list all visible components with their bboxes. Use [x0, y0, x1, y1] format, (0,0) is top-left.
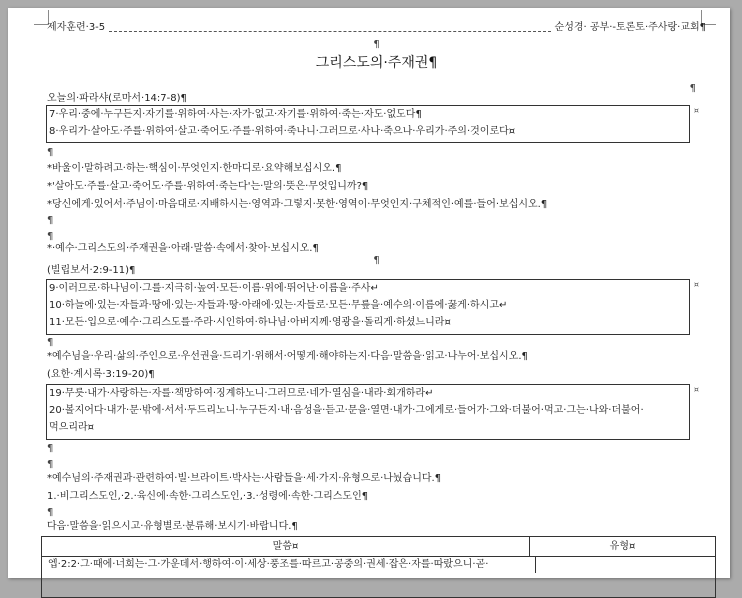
- document-page: [8, 8, 730, 578]
- document-title: 그리스도의·주재권¶: [315, 55, 438, 71]
- instruction-line: *·예수·그리스도의·주재권을·아래·말씀·속에서·찾아·보십시오.¶: [47, 243, 319, 254]
- section1-heading: 오늘의·파라샤(로마서·14:7-8)¶: [47, 93, 187, 104]
- pilcrow-mark: ¶: [47, 231, 54, 242]
- section3-heading: (요한·계시록·3:19-20)¶: [47, 369, 155, 380]
- verse-line: 20·볼지어다·내가·문·밖에·서서·두드리노니·누구든지·내·음성을·듣고·문을·열면·내가·그에게로·들어가·그와·더불어·먹고·그는·나와·더불어·: [49, 405, 644, 416]
- classification-table: [41, 536, 716, 598]
- pilcrow-mark: ¶: [373, 255, 380, 266]
- question-line: *당신에게·있어서·주님이·마음대로·지배하시는·영역과·그렇지·못한·영역이·무엇인지·구체적인·예를·들어·보십시오.¶: [47, 199, 548, 210]
- cell-end-mark: ¤: [693, 106, 699, 115]
- page-header: [47, 21, 706, 35]
- verse-box-romans: [46, 105, 699, 143]
- pilcrow-mark: ¶: [47, 443, 54, 454]
- verse-line: 8·우리가·살아도·주를·위하여·살고·죽어도·주를·위하여·죽나니·그러므로·사나·죽으나·우리가·주의·것이로다¤: [49, 126, 516, 137]
- table-header-row: [42, 537, 715, 557]
- table-row: [42, 557, 715, 573]
- verse-line: 7·우리·중에·누구든지·자기를·위하여·사는·자가·없고·자기를·위하여·죽는·자도·없도다¶: [49, 109, 422, 120]
- cell-end-mark: ¤: [693, 385, 699, 394]
- pilcrow-mark: ¶: [47, 337, 54, 348]
- table-header-verse: 말씀¤: [42, 537, 530, 556]
- pilcrow-mark: ¶: [47, 215, 54, 226]
- question-line: *'살아도·주를·살고·죽어도·주를·위하여·죽는다'는·말의·뜻은·무엇입니까?¶: [47, 181, 369, 192]
- verse-line: 10·하늘에·있는·자들과·땅에·있는·자들과·땅·아래에·있는·자들로·모든·무릎을·예수의·이름에·꿇게·하시고↵: [49, 300, 508, 311]
- instruction-line: 다음·말씀을·읽으시고·유형별로·분류해·보시기·바랍니다.¶: [47, 521, 298, 532]
- question-line: *예수님을·우리·삶의·주인으로·우선권을·드리기·위해서·어떻게·해야하는지·다음·말씀을·읽고·나누어·보십시오.¶: [47, 351, 528, 362]
- section2-heading: (빌립보서·2:9-11)¶: [47, 265, 136, 276]
- verse-line: 9·이러므로·하나님이·그를·지극히·높여·모든·이름·위에·뛰어난·이름을·주사↵: [49, 283, 379, 294]
- table-header-type: 유형¤: [609, 541, 636, 552]
- verse-line: 19·무릇·내가·사랑하는·자를·책망하여·징계하노니·그러므로·네가·열심을·내라·회개하라↵: [49, 388, 434, 399]
- types-line: 1.·비그리스도인,·2.·육신에·속한·그리스도인,·3.·성령에·속한·그리스도인¶: [47, 491, 369, 502]
- verse-box-revelation: [46, 384, 699, 440]
- verse-line: 먹으리라¤: [49, 422, 95, 433]
- cell-end-mark: ¤: [693, 280, 699, 289]
- header-left-text: 제자훈련·3-5: [47, 22, 106, 33]
- question-line: *바울이·말하려고·하는·핵심이·무엇인지·한마디로·요약해보십시오.¶: [47, 163, 342, 174]
- pilcrow-mark: ¶: [689, 83, 696, 94]
- verse-box-philippians: [46, 279, 699, 335]
- header-right-text: 순성경· 공부·-토론토·주사랑·교회¶: [554, 22, 706, 33]
- pilcrow-mark: ¶: [47, 147, 54, 158]
- pilcrow-mark: ¶: [373, 39, 380, 50]
- table-cell-type: [536, 557, 715, 573]
- table-cell-verse: 엡·2:2·그·때에·너희는·그·가운데서·행하여·이·세상·풍조를·따르고·공중의·권세·잡은·자를·따랐으니·곧·: [42, 557, 536, 573]
- header-dash-leader: [109, 24, 550, 32]
- verse-line: 11·모든·입으로·예수·그리스도를·주라·시인하여·하나님·아버지께·영광을·돌리게·하셨느니라¤: [49, 317, 451, 328]
- paragraph-line: *예수님의·주재권과·관련하여·빌·브라이트·박사는·사람들을·세·가지·유형으로·나눴습니다.¶: [47, 473, 442, 484]
- pilcrow-mark: ¶: [47, 459, 54, 470]
- pilcrow-mark: ¶: [47, 507, 54, 518]
